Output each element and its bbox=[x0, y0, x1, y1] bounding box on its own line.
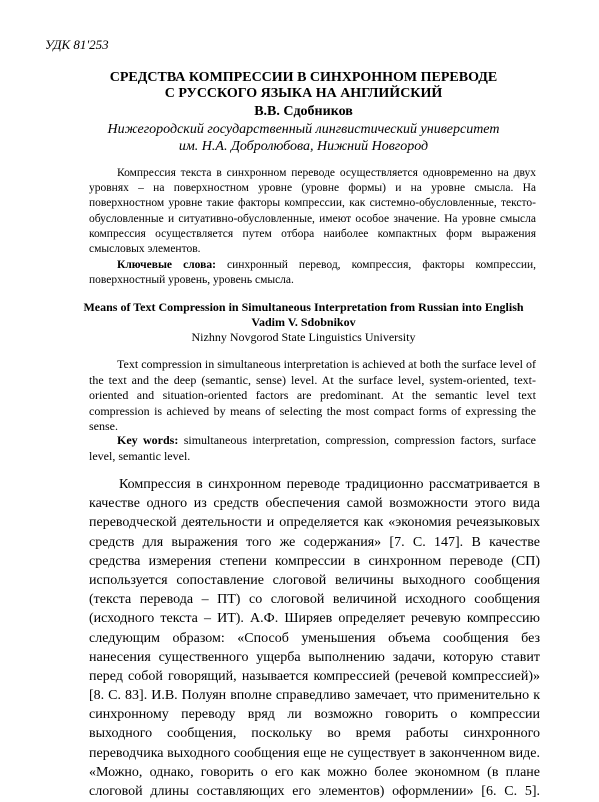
ru-keywords-text: синхронный перевод, компрессия, факторы компрессии, поверхностный уровень, уровень смысла. bbox=[89, 259, 536, 287]
en-title: Means of Text Compression in Simultaneous Interpretation from Russian into English bbox=[83, 300, 524, 314]
body-line: следующим образом: «Способ уменьшения объема сообщения без bbox=[89, 630, 540, 646]
body-line: Компрессия в синхронном переводе традиционно рассматривается в bbox=[119, 477, 540, 492]
body-line: средств для выражения того же содержания» [7. С. 147]. В качестве bbox=[89, 534, 540, 550]
body-line: (текста перевода – ПТ) со слоговой величиной исходного сообщения bbox=[89, 592, 540, 608]
body-line: синхронному переводу вряд ли возможно говорить о компрессии bbox=[89, 707, 540, 723]
en-keywords bbox=[89, 433, 536, 464]
en-keywords-label: Key words: bbox=[117, 433, 179, 447]
ru-title-line2: С РУССКОГО ЯЗЫКА НА АНГЛИЙСКИЙ bbox=[164, 86, 443, 101]
en-author: Vadim V. Sdobnikov bbox=[251, 315, 356, 329]
ru-title bbox=[60, 70, 547, 102]
body-line: средства измерения степени компрессии в синхронном переводе (СП) bbox=[89, 553, 540, 569]
body-line: переводческой деятельности и определяется как «экономия речеязыковых bbox=[89, 515, 540, 531]
udk-code: УДК 81'253 bbox=[45, 37, 109, 52]
ru-keywords bbox=[89, 258, 536, 288]
en-affiliation: Nizhny Novgorod State Linguistics University bbox=[191, 330, 416, 344]
ru-title-line1: СРЕДСТВА КОМПРЕССИИ В СИНХРОННОМ ПЕРЕВОДЕ bbox=[109, 70, 498, 85]
ru-affiliation-line1: Нижегородский государственный лингвистический университет bbox=[107, 122, 500, 137]
ru-author: В.В. Сдобников bbox=[254, 104, 353, 119]
body-paragraph bbox=[89, 475, 540, 801]
ru-keywords-label: Ключевые слова: bbox=[117, 259, 216, 271]
ru-abstract: Компрессия текста в синхронном переводе осуществляется одновременно на двух уровнях – на поверхностном уровне (уровне формы) и на уровне смысла. На поверхностном уровне такие факторы компрессии, как системно-обусловленные, тексто-обусловленные и ситуативно-обусловленные, имеют особое значение. На уровне смысла компрессия осуществляется путем отбора наиболее компактных форм выражения смысловых элементов. bbox=[89, 167, 536, 256]
body-line: [8. С. 83]. И.В. Полуян вполне справедливо замечает, что применительно к bbox=[89, 688, 540, 704]
en-keywords-text: simultaneous interpretation, compression, compression factors, surface level, semantic level. bbox=[89, 433, 536, 463]
body-line: выходного сообщения, поскольку во время работы синхронного bbox=[89, 726, 540, 742]
body-line: (исходного текста – ИТ). А.Ф. Ширяев определяет речевую компрессию bbox=[89, 611, 540, 627]
body-line: качестве одного из средств обеспечения самой возможности этого вида bbox=[89, 496, 540, 512]
body-line: нанесения существенного ущерба выполнению задачи, которую ставит bbox=[89, 649, 540, 665]
body-line: переводчика выходного сообщения еще не существует в законченном виде. bbox=[89, 745, 540, 761]
en-title-block bbox=[60, 300, 547, 330]
body-line: перед собой говорящий, называется компрессией (речевой компрессией)» bbox=[89, 668, 540, 684]
en-abstract: Text compression in simultaneous interpretation is achieved at both the surface level of the text and the deep (semantic, sense) level. At the surface level, system-oriented, text-oriented and situation-oriented factors are predominant. At the semantic level text compression is achieved by means of selecting the most compact forms of expressing the sense. bbox=[89, 357, 536, 433]
ru-affiliation bbox=[60, 121, 547, 155]
body-line: «Можно, однако, говорить о его как можно более экономном (в плане bbox=[89, 764, 540, 780]
body-line: используется сопоставление слоговой величины выходного сообщения bbox=[89, 572, 540, 588]
body-line: слоговой длины составляющих его элементов) оформлении» [6. С. 5]. bbox=[89, 784, 540, 799]
ru-affiliation-line2: им. Н.А. Добролюбова, Нижний Новгород bbox=[178, 139, 429, 154]
